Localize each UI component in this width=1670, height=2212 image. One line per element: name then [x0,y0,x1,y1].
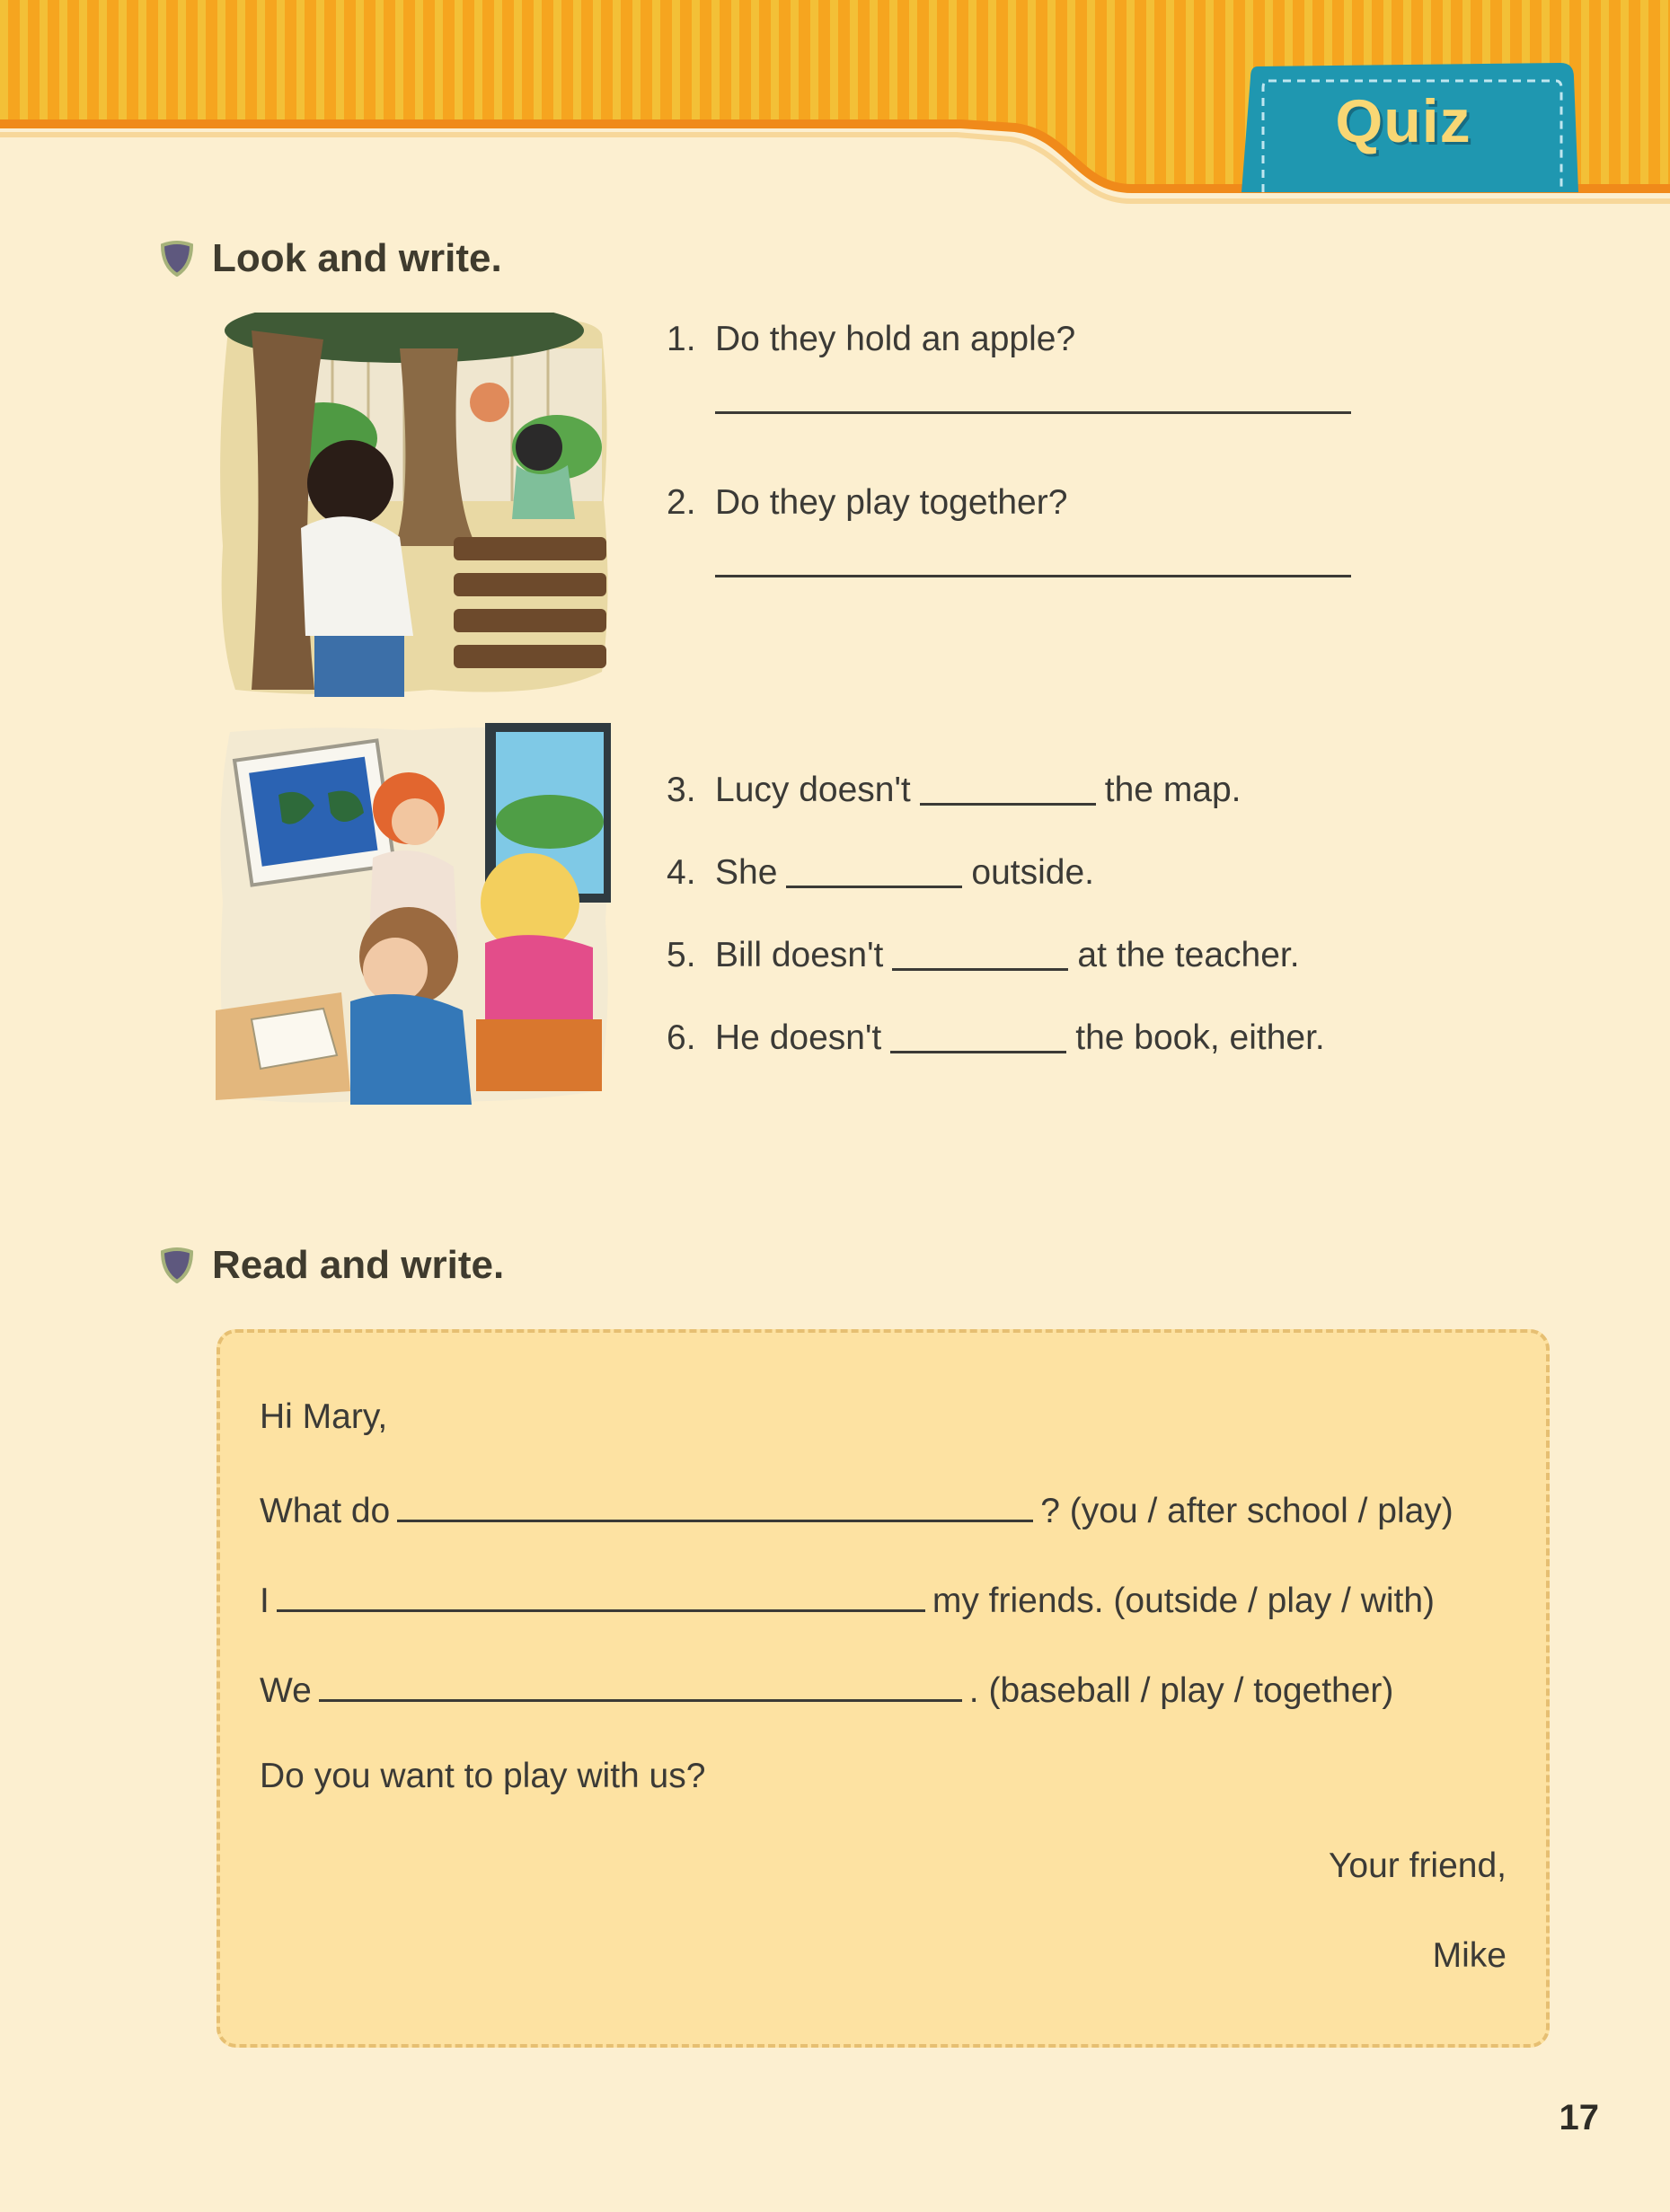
letter-line-2-after: my friends. (outside / play / with) [932,1582,1436,1620]
letter-box [216,1329,1550,2048]
sentence-after: outside. [971,853,1095,892]
fill-blank-6[interactable] [890,1011,1066,1053]
sentence-number: 5. [667,936,696,974]
sentence-after: the book, either. [1075,1018,1325,1057]
sentence-before: He doesn't [715,1018,882,1057]
section-title: Look and write. [212,236,502,280]
section-heading-look-and-write [160,227,502,290]
letter-closing: Your friend, [1328,1846,1507,1885]
letter-signature: Mike [1432,1936,1507,1975]
letter-blank-3[interactable] [319,1660,962,1702]
classroom-scene-illustration [216,723,611,1105]
letter-greeting: Hi Mary, [260,1397,388,1436]
sentence-after: the map. [1104,771,1241,809]
sentence-before: She [715,853,778,892]
letter-blank-2[interactable] [277,1570,925,1612]
sentence-4 [667,846,1094,900]
sentence-before: Lucy doesn't [715,771,911,809]
letter-line-3-after: . (baseball / play / together) [968,1671,1394,1710]
answer-line-2[interactable] [715,575,1351,577]
sentence-5 [667,929,1300,983]
letter-line-2 [260,1570,1435,1628]
question-2 [667,476,1067,530]
letter-line-2-before: I [260,1582,269,1620]
letter-line-1 [260,1480,1454,1538]
question-1 [667,313,1075,366]
park-scene-illustration [216,313,611,697]
section-title: Read and write. [212,1243,505,1287]
shield-bullet-icon [160,241,194,277]
answer-line-1[interactable] [715,411,1351,414]
sentence-6 [667,1011,1325,1065]
question-text: Do they play together? [715,483,1068,522]
sentence-number: 3. [667,771,696,809]
letter-line-1-before: What do [260,1492,391,1530]
fill-blank-4[interactable] [786,846,962,888]
page-number: 17 [1559,2098,1599,2137]
letter-blank-1[interactable] [397,1480,1033,1522]
fill-blank-3[interactable] [920,763,1096,806]
letter-line-3 [260,1660,1393,1718]
letter-line-4: Do you want to play with us? [260,1757,706,1795]
question-text: Do they hold an apple? [715,320,1076,358]
sentence-after: at the teacher. [1077,936,1300,974]
question-number: 2. [667,483,696,522]
shield-bullet-icon [160,1247,194,1283]
letter-line-3-before: We [260,1671,312,1710]
quiz-title: Quiz [1335,87,1471,155]
sentence-3 [667,763,1241,817]
sentence-number: 4. [667,853,696,892]
question-number: 1. [667,320,696,358]
fill-blank-5[interactable] [892,929,1068,971]
letter-line-1-after: ? (you / after school / play) [1040,1492,1454,1530]
section-heading-read-and-write [160,1234,504,1297]
sentence-before: Bill doesn't [715,936,884,974]
sentence-number: 6. [667,1018,696,1057]
